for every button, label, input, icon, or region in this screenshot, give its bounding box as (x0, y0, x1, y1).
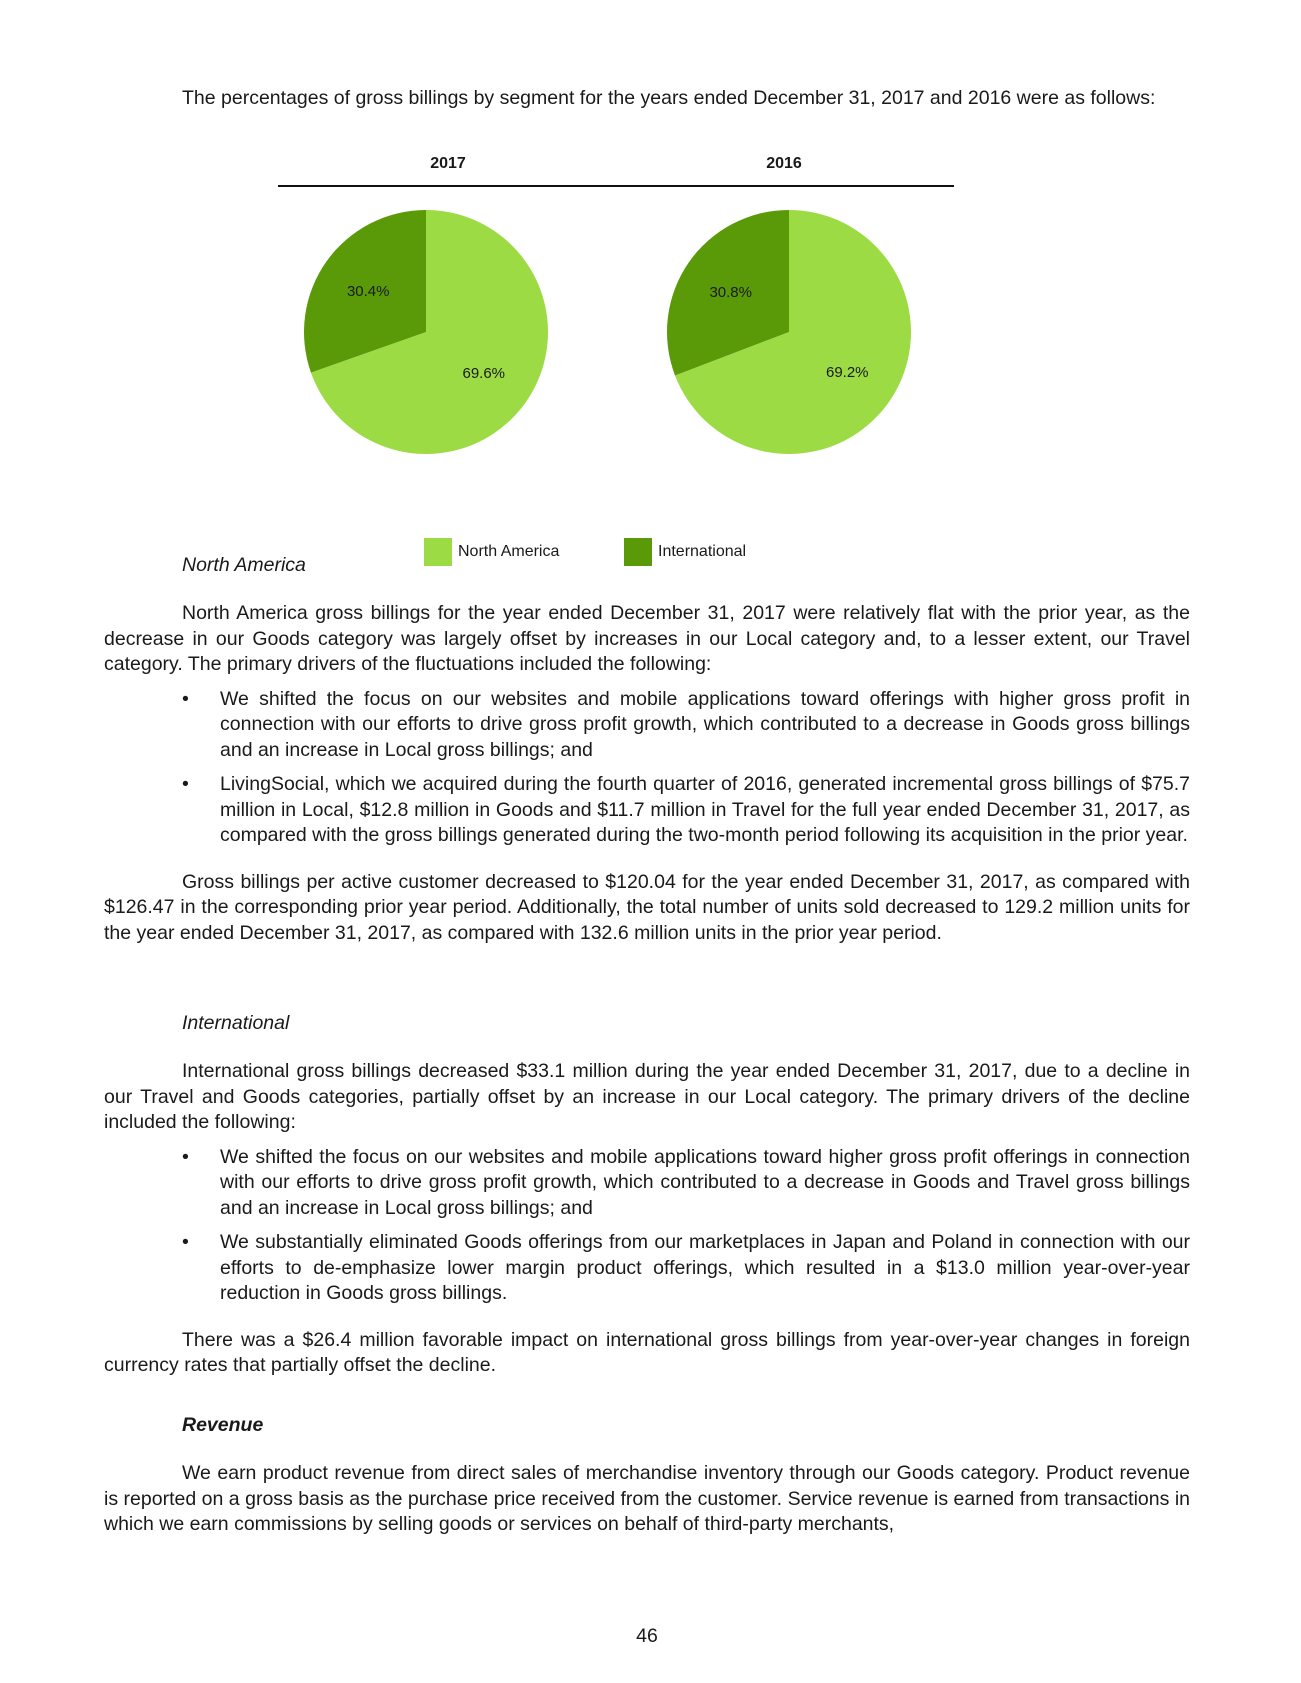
revenue-paragraph-1: We earn product revenue from direct sales of merchandise inventory through our Goods category. Product revenue is reported on a gross basis as the purchase price received from the customer. Service revenue is earned from transactions in which we earn commissions by selling goods or services on behalf of third-party merchants, (104, 1462, 1190, 1535)
international-paragraph-2: There was a $26.4 million favorable impact on international gross billings from year-over-year changes in foreign currency rates that partially offset the decline. (104, 1328, 1190, 1376)
bullet-text: We shifted the focus on our websites and mobile applications toward higher gross profit offerings in connection with our efforts to drive gross profit growth, which contributed to a decrease in Goods and Travel gross billings and an increase in Local gross billings; and (220, 1145, 1190, 1219)
pie-data-label: 69.2% (825, 364, 869, 382)
bullet-icon: • (182, 1145, 189, 1168)
legend-label-north-america: North America (458, 543, 560, 560)
bullet-icon: • (182, 687, 189, 710)
bullet-text: We substantially eliminated Goods offerings from our marketplaces in Japan and Poland in connection with our efforts to de-emphasize lower margin product offerings, which resulted in a $13.0 million year-over-year reduction in Goods gross billings. (220, 1231, 1190, 1304)
revenue-section (104, 1413, 1190, 1538)
pie-data-label: 30.8% (709, 283, 753, 301)
north-america-bullets (104, 687, 1190, 849)
pie-chart-2016 (664, 207, 914, 457)
chart-rule-2017 (278, 185, 618, 187)
list-item (104, 1145, 1190, 1222)
bullet-icon: • (182, 773, 189, 795)
pie-data-label: 69.6% (462, 364, 506, 382)
list-item (104, 687, 1190, 764)
legend-label-international: International (658, 543, 747, 560)
intro-paragraph: The percentages of gross billings by segment for the years ended December 31, 2017 and 2016 were as follows: (182, 87, 1156, 109)
international-bullets (104, 1145, 1190, 1307)
chart-title-2016: 2016 (766, 155, 802, 172)
chart-title-2017: 2017 (430, 155, 466, 172)
north-america-paragraph-1: North America gross billings for the year ended December 31, 2017 were relatively flat with the prior year, as the decrease in our Goods category was largely offset by increases in our Local category and, to a lesser extent, our Travel category. The primary drivers of the fluctuations included the following: (104, 602, 1190, 675)
international-paragraph-1: International gross billings decreased $33.1 million during the year ended December 31, 2017, due to a decline in our Travel and Goods categories, partially offset by an increase in our Local category. The primary drivers of the decline included the following: (104, 1060, 1190, 1133)
international-section (104, 1011, 1190, 1379)
international-heading: International (182, 1012, 290, 1034)
list-item (104, 1230, 1190, 1307)
gross-billings-charts (104, 155, 1190, 575)
revenue-heading: Revenue (182, 1414, 264, 1436)
bullet-text: LivingSocial, which we acquired during the fourth quarter of 2016, generated incremental gross billings of $75.7 million in Local, $12.8 million in Goods and $11.7 million in Travel for the full year ended December 31, 2017, as compared with the gross billings generated during the two-month period following its acquisition in the prior year. (220, 773, 1190, 846)
pie-data-label: 30.4% (346, 283, 390, 301)
pie-chart-2017 (301, 207, 551, 457)
north-america-heading: North America (182, 554, 306, 576)
bullet-text: We shifted the focus on our websites and mobile applications toward offerings with higher gross profit in connection with our efforts to drive gross profit growth, which contributed to a decrease in Goods gross billings and an increase in Local gross billings; and (220, 687, 1190, 761)
north-america-section (104, 553, 1190, 946)
north-america-paragraph-2: Gross billings per active customer decreased to $120.04 for the year ended December 31, 2017, as compared with $126.47 in the corresponding prior year period. Additionally, the total number of units sold decreased to 129.2 million units for the year ended December 31, 2017, as compared with 132.6 million units in the prior year period. (104, 870, 1190, 944)
chart-rule-2016 (614, 185, 954, 187)
list-item (104, 772, 1190, 849)
bullet-icon: • (182, 1231, 189, 1253)
page-number: 46 (636, 1625, 658, 1647)
